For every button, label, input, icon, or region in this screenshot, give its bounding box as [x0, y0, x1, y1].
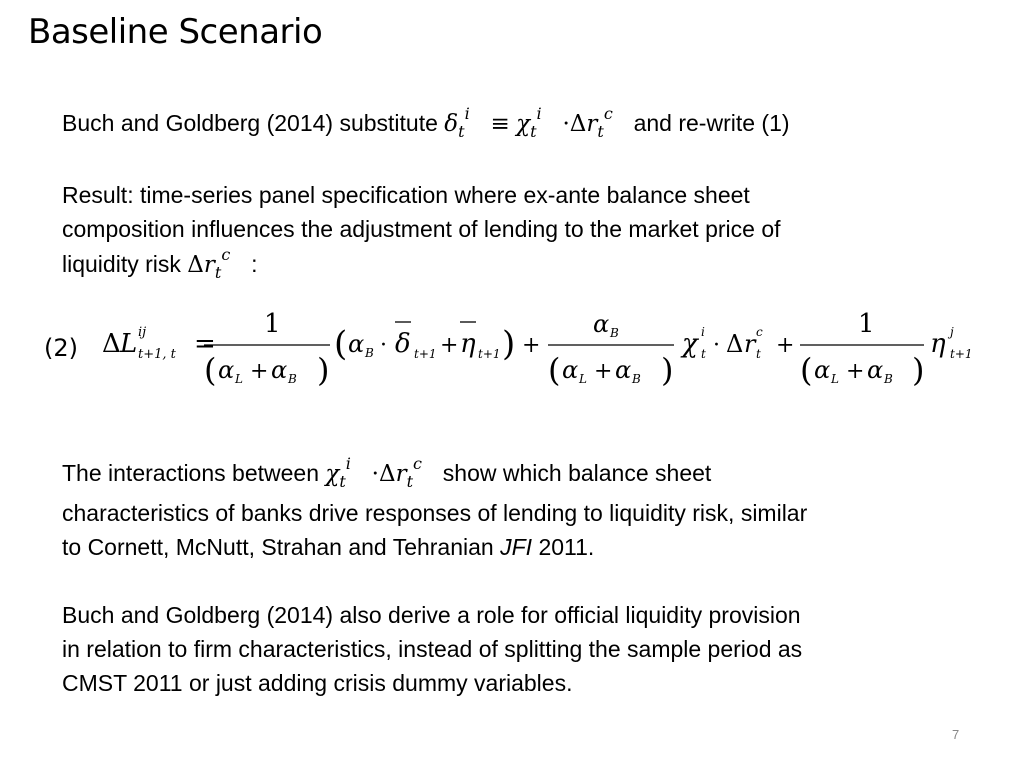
chi-superscript: i [345, 454, 351, 473]
delta-operator: Δ [378, 461, 396, 487]
r-symbol: r [203, 252, 215, 278]
plus-sign: + [440, 333, 459, 358]
interactions-line-2: characteristics of banks drive responses of lending to liquidity risk, similar [62, 500, 808, 526]
liquidity-line-3: CMST 2011 or just adding crisis dummy variables. [62, 670, 573, 696]
plus-sign: + [522, 333, 541, 358]
r-symbol: r [395, 461, 407, 487]
slide-title: Baseline Scenario [28, 12, 323, 52]
r-subscript: t [214, 263, 222, 282]
chi-symbol: χ [325, 461, 340, 487]
alpha-L: α [218, 356, 235, 384]
term-rparen: ) [502, 324, 516, 364]
lhs-subscript: t+1, t [138, 347, 176, 362]
substitution-sentence [62, 104, 790, 141]
eta-bar-symbol: η [460, 329, 476, 359]
delta-operator: Δ [187, 252, 204, 278]
plus-sign: + [846, 359, 865, 384]
chi-subscript: t [530, 122, 537, 141]
page-number: 7 [952, 727, 960, 742]
result-line-2: composition influences the adjustment of lending to the market price of [62, 216, 781, 242]
delta-operator: Δ [569, 111, 587, 137]
alpha-L-subscript: L [235, 372, 243, 386]
lhs-L: L [120, 329, 138, 359]
fraction3-numerator: 1 [858, 309, 875, 339]
eta-subscript: t+1 [950, 347, 973, 361]
lhs-delta: Δ [102, 329, 121, 359]
chi-subscript: t [701, 347, 706, 361]
chi-subscript: t [339, 472, 346, 491]
equation-2 [98, 300, 998, 400]
equivalence-symbol: ≡ [490, 111, 510, 137]
fraction2-alpha-B-den-subscript: B [632, 372, 641, 386]
fraction3-alpha-B: α [867, 356, 884, 384]
plus-sign: + [776, 333, 795, 358]
fraction3-alpha-L-subscript: L [831, 372, 839, 386]
year-text: 2011. [538, 534, 595, 560]
colon: : [251, 251, 258, 277]
r-superscript: c [221, 245, 231, 264]
chi-superscript: i [701, 325, 705, 339]
delta-symbol: δ [444, 111, 459, 137]
delta-bar-symbol: δ [395, 329, 411, 359]
r-superscript: c [603, 104, 613, 123]
liquidity-risk-text: liquidity risk [62, 251, 181, 277]
alpha-B-term-subscript: B [365, 346, 374, 360]
fraction3-alpha-L: α [814, 356, 831, 384]
fraction2-alpha-B-den: α [615, 356, 632, 384]
dot-operator: · [713, 333, 720, 358]
eta-superscript: j [950, 325, 954, 339]
fraction2-alpha-B-subscript: B [610, 326, 619, 340]
liquidity-line-2: in relation to firm characteristics, instead of splitting the sample period as [62, 636, 803, 662]
fraction1-rparen: ) [317, 351, 330, 389]
r-symbol: r [586, 111, 598, 137]
chi-superscript: i [536, 104, 542, 123]
chi-symbol: χ [682, 329, 698, 359]
fraction3-alpha-B-subscript: B [884, 372, 893, 386]
substitution-text: Buch and Goldberg (2014) substitute [62, 110, 438, 136]
equation-label: (2) [44, 334, 78, 362]
chi-symbol: χ [516, 111, 531, 137]
r-superscript: c [756, 325, 763, 339]
term-lparen: ( [334, 324, 348, 364]
liquidity-line-1: Buch and Goldberg (2014) also derive a role for official liquidity provision [62, 602, 801, 628]
delta-subscript: t+1 [414, 347, 437, 361]
eta-subscript: t+1 [478, 347, 501, 361]
fraction2-alpha-L: α [562, 356, 579, 384]
interactions-text: The interactions between [62, 460, 319, 486]
result-line-3 [62, 245, 258, 282]
r-subscript: t [756, 347, 761, 361]
fraction2-alpha-L-subscript: L [579, 372, 587, 386]
interactions-sentence [62, 454, 712, 491]
fraction2-alpha-B: α [593, 310, 610, 338]
r-subscript: t [406, 472, 414, 491]
show-text: show which balance sheet [442, 460, 712, 486]
equals-sign: = [194, 329, 216, 359]
r-symbol: r [744, 330, 756, 358]
interactions-line-3 [62, 536, 594, 559]
result-line-1: Result: time-series panel specification where ex-ante balance sheet [62, 182, 750, 208]
alpha-B: α [271, 356, 288, 384]
plus-sign: + [250, 359, 269, 384]
alpha-B-term: α [348, 330, 365, 358]
eta-symbol: η [930, 329, 946, 359]
fraction3-rparen: ) [912, 351, 925, 389]
fraction2-rparen: ) [661, 351, 674, 389]
journal-name: JFI [500, 534, 533, 560]
cornett-text: to Cornett, McNutt, Strahan and Tehranian [62, 534, 494, 560]
rewrite-text: and re-write (1) [633, 110, 790, 136]
fraction1-lparen: ( [204, 351, 217, 389]
dot-operator: · [562, 111, 570, 137]
alpha-B-subscript: B [288, 372, 297, 386]
delta-operator: Δ [726, 330, 744, 358]
lhs-superscript: ij [138, 325, 147, 340]
dot-operator: · [371, 461, 379, 487]
plus-sign: + [594, 359, 613, 384]
delta-superscript: i [464, 104, 470, 123]
fraction3-lparen: ( [800, 351, 813, 389]
fraction1-numerator: 1 [264, 309, 281, 339]
fraction2-lparen: ( [548, 351, 561, 389]
delta-subscript: t [458, 122, 465, 141]
r-superscript: c [413, 454, 423, 473]
dot-operator: · [380, 333, 387, 358]
r-subscript: t [597, 122, 604, 141]
